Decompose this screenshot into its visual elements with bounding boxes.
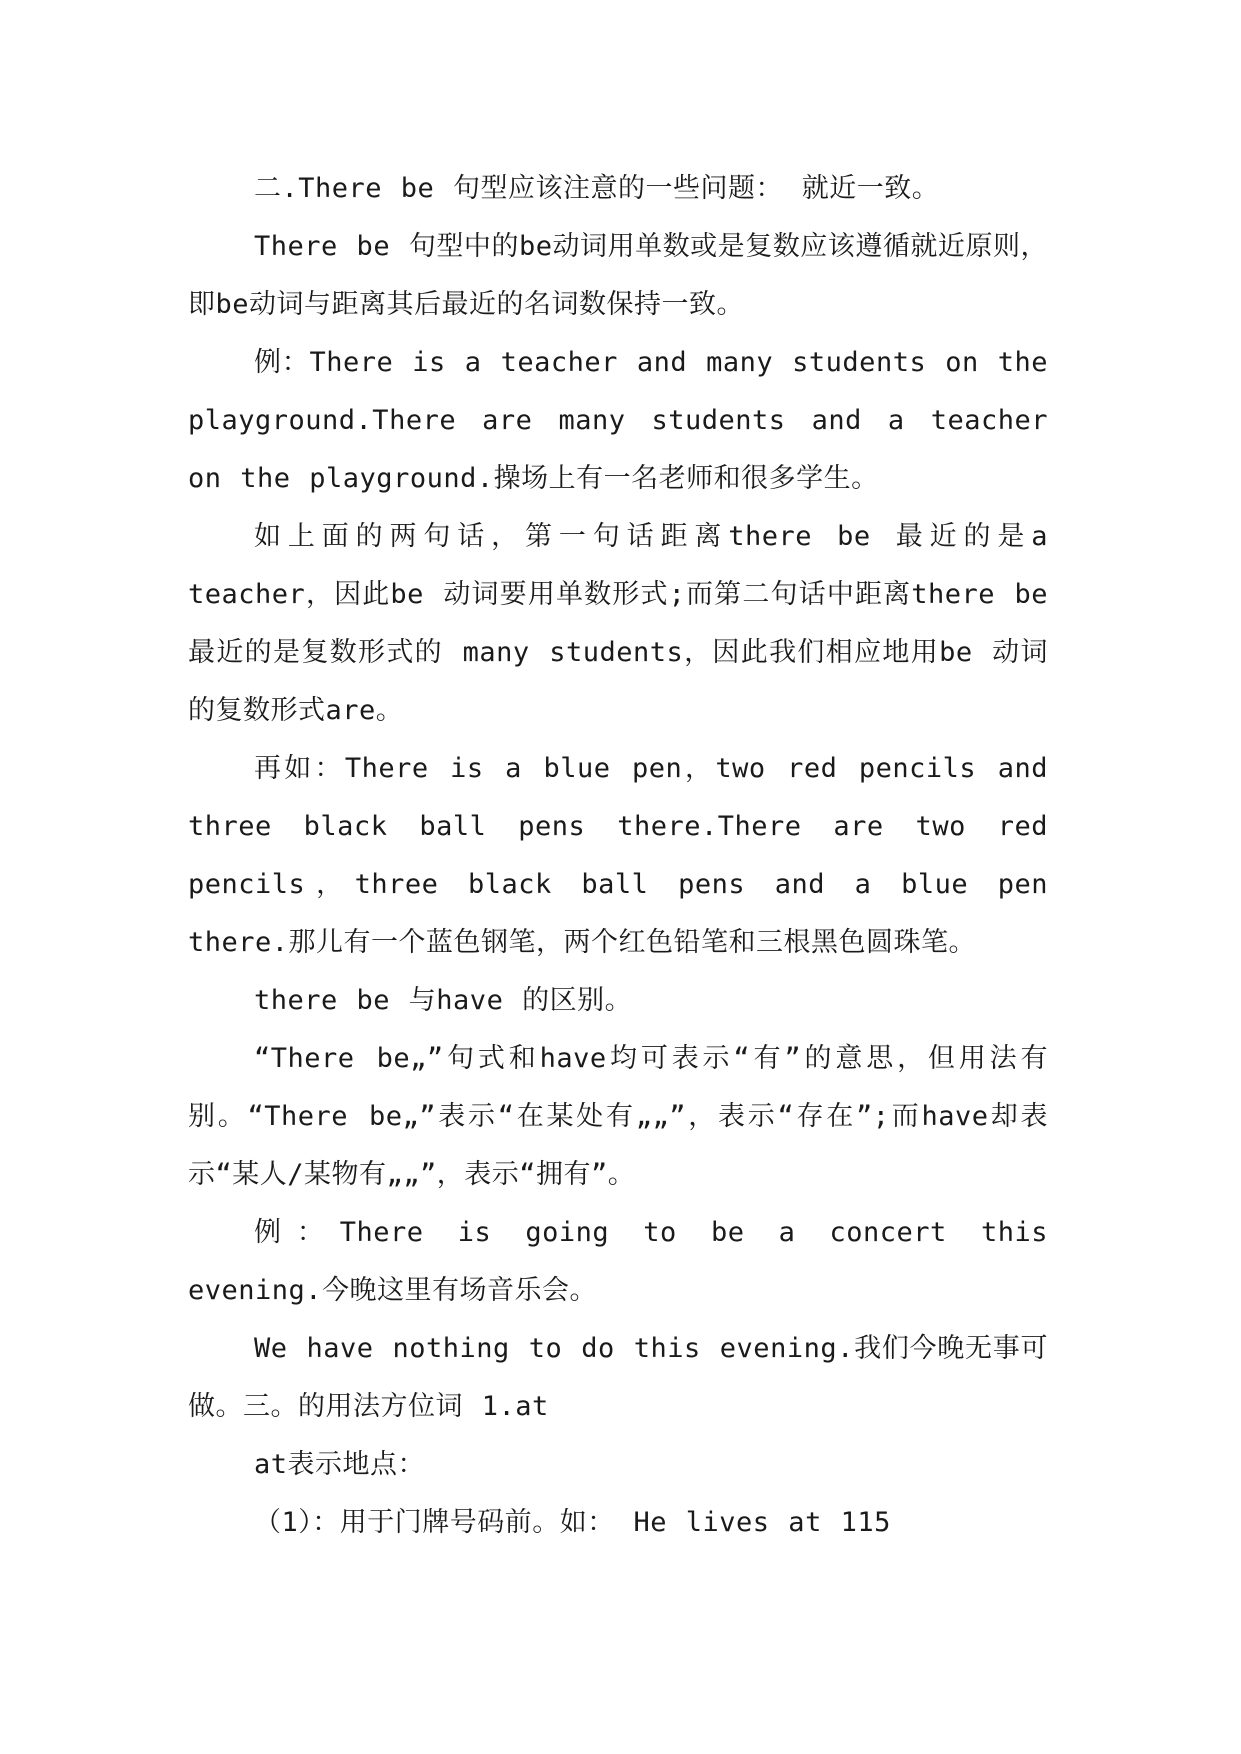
section-heading: 二.There be 句型应该注意的一些问题： 就近一致。	[254, 173, 940, 204]
paragraph-difference: “There be„”句式和have均可表示“有”的意思，但用法有别。“There be„”表示“在某处有„„”，表示“存在”;而have却表示“某人/某物有„„”，表示“拥有”。	[188, 1043, 1048, 1190]
paragraph-rule: There be 句型中的be动词用单数或是复数应该遵循就近原则，即be动词与距离其后最近的名词数保持一致。	[188, 231, 1048, 320]
paragraph-at-heading: at表示地点：	[254, 1449, 426, 1480]
paragraph-example-1: 例：There is a teacher and many students on the playground.There are many students and a teacher on the playground.操场上有一名老师和很多学生。	[188, 347, 1048, 494]
paragraph-explanation: 如上面的两句话，第一句话距离there be 最近的是a teacher，因此be 动词要用单数形式;而第二句话中距离there be 最近的是复数形式的 many students，因此我们相应地用be 动词的复数形式are。	[188, 521, 1048, 726]
paragraph-example-3: 例：There is going to be a concert this evening.今晚这里有场音乐会。	[188, 1217, 1048, 1306]
paragraph-example-4: We have nothing to do this evening.我们今晚无事可做。三。的用法方位词 1.at	[188, 1333, 1048, 1422]
paragraph-at-usage-1: （1）：用于门牌号码前。如： He lives at 115	[254, 1507, 891, 1538]
paragraph-subheading: there be 与have 的区别。	[254, 985, 633, 1016]
paragraph-example-2: 再如：There is a blue pen，two red pencils and three black ball pens there.There are two red pencils，three black ball pens and a blue pen there.那儿有一个蓝色钢笔，两个红色铅笔和三根黑色圆珠笔。	[188, 753, 1048, 958]
document-body	[188, 160, 1048, 1552]
